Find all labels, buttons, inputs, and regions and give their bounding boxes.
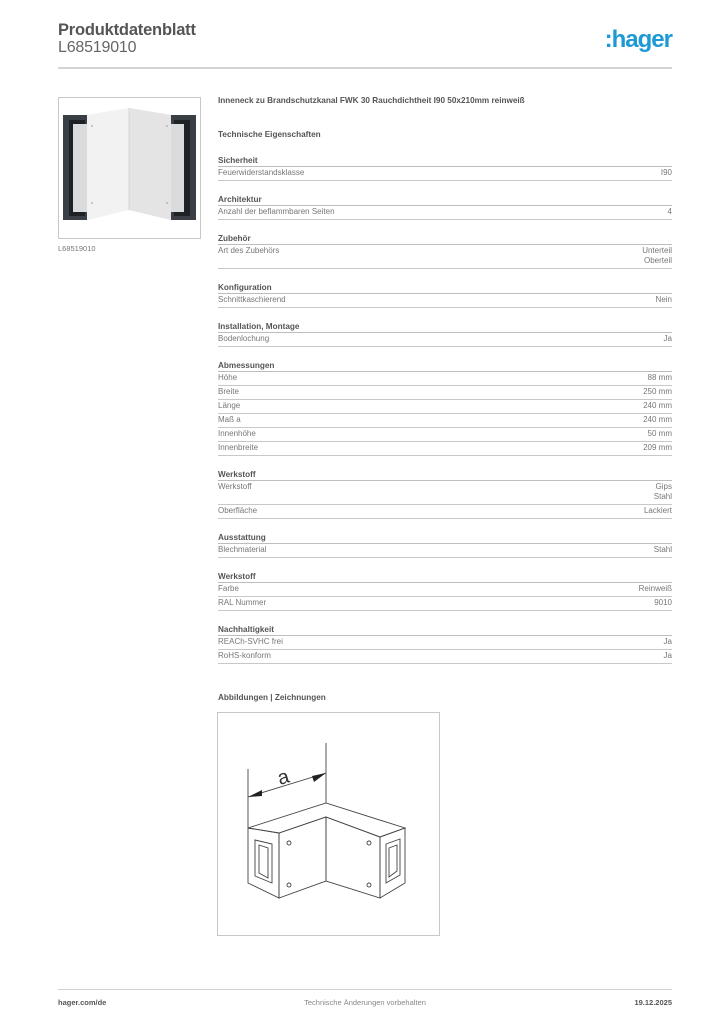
property-value: [661, 168, 672, 178]
property-group: [218, 155, 672, 181]
property-row: [218, 583, 672, 597]
property-value-line: Unterteil: [642, 246, 672, 255]
property-group-title: Werkstoff: [218, 469, 672, 481]
property-row: [218, 481, 672, 505]
property-label: Höhe: [218, 373, 238, 382]
product-name: Inneneck zu Brandschutzkanal FWK 30 Rauchdichtheit I90 50x210mm reinweiß: [218, 96, 525, 105]
property-value: [639, 584, 672, 594]
property-group: [218, 532, 672, 558]
property-value-line: 250 mm: [643, 387, 672, 396]
property-value-line: I90: [660, 168, 672, 177]
property-label: Werkstoff: [218, 482, 252, 491]
property-value-line: 88 mm: [647, 373, 672, 382]
property-value: [668, 207, 672, 217]
property-label: Innenbreite: [218, 443, 259, 452]
property-value-line: 240 mm: [643, 401, 672, 410]
property-label: Länge: [218, 401, 241, 410]
footer-date: 19.12.2025: [634, 998, 672, 1007]
document-title: Produktdatenblatt: [58, 21, 196, 39]
property-group-title: Abmessungen: [218, 360, 672, 372]
property-label: Feuerwiderstandsklasse: [218, 168, 305, 177]
product-id: L68519010: [58, 39, 137, 56]
property-value: [648, 373, 672, 383]
property-value-line: Ja: [663, 334, 672, 343]
property-value-line: Nein: [655, 295, 672, 304]
property-group: [218, 233, 672, 269]
property-value: [654, 545, 672, 555]
property-label: Farbe: [218, 584, 239, 593]
property-value-line: 9010: [654, 598, 672, 607]
drawings-title: Abbildungen | Zeichnungen: [218, 693, 326, 702]
property-group-title: Nachhaltigkeit: [218, 624, 672, 636]
property-value-line: Ja: [663, 637, 672, 646]
property-group-title: Sicherheit: [218, 155, 672, 167]
property-group: [218, 360, 672, 456]
property-value-line: 50 mm: [647, 429, 672, 438]
property-groups: [218, 155, 672, 664]
property-value: [643, 387, 672, 397]
website-link[interactable]: hager.com/de: [58, 998, 107, 1007]
property-value-line: Stahl: [653, 545, 672, 554]
product-image-caption: L68519010: [58, 244, 96, 253]
property-label: Oberfläche: [218, 506, 258, 515]
hager-logo: :hager: [604, 26, 672, 53]
property-group-title: Konfiguration: [218, 282, 672, 294]
property-value: [664, 334, 672, 344]
property-value-line: Stahl: [653, 492, 672, 501]
property-value-line: Ja: [663, 651, 672, 660]
page-footer: [58, 989, 672, 1007]
property-group: [218, 571, 672, 611]
property-value: [648, 429, 672, 439]
property-label: Innenhöhe: [218, 429, 256, 438]
property-group-title: Architektur: [218, 194, 672, 206]
property-label: RAL Nummer: [218, 598, 267, 607]
property-group: [218, 321, 672, 347]
property-value: [654, 482, 672, 502]
property-row: [218, 386, 672, 400]
property-row: [218, 333, 672, 347]
property-value-line: Oberteil: [643, 256, 672, 265]
property-label: Art des Zubehörs: [218, 246, 280, 255]
product-details: [218, 96, 672, 664]
property-value: [664, 651, 672, 661]
property-group-title: Zubehör: [218, 233, 672, 245]
property-row: [218, 294, 672, 308]
property-row: [218, 245, 672, 269]
svg-text:a: a: [275, 765, 292, 790]
property-row: [218, 400, 672, 414]
property-label: Bodenlochung: [218, 334, 270, 343]
property-row: [218, 428, 672, 442]
property-group: [218, 624, 672, 664]
property-label: RoHS-konform: [218, 651, 271, 660]
property-label: Blechmaterial: [218, 545, 267, 554]
property-group-title: Werkstoff: [218, 571, 672, 583]
property-value: [654, 598, 672, 608]
property-value-line: Gips: [655, 482, 672, 491]
property-value-line: 209 mm: [643, 443, 672, 452]
property-row: [218, 597, 672, 611]
property-value-line: Lackiert: [643, 506, 672, 515]
property-row: [218, 505, 672, 519]
property-row: [218, 167, 672, 181]
property-value-line: 240 mm: [643, 415, 672, 424]
property-value: [664, 637, 672, 647]
footer-notice: Technische Änderungen vorbehalten: [304, 998, 426, 1007]
product-photo: [58, 97, 201, 239]
property-row: [218, 372, 672, 386]
property-label: Schnittkaschierend: [218, 295, 286, 304]
technical-drawing: [217, 712, 440, 936]
property-group-title: Ausstattung: [218, 532, 672, 544]
property-row: [218, 544, 672, 558]
property-value-line: Reinweiß: [638, 584, 672, 593]
property-value: [642, 246, 672, 266]
inner-corner-drawing-icon: [218, 713, 439, 935]
property-value: [656, 295, 672, 305]
property-value: [643, 415, 672, 425]
property-label: REACh-SVHC frei: [218, 637, 283, 646]
property-row: [218, 442, 672, 456]
property-value: [643, 401, 672, 411]
property-group-title: Installation, Montage: [218, 321, 672, 333]
property-value: [644, 506, 672, 516]
property-label: Anzahl der beflammbaren Seiten: [218, 207, 335, 216]
property-group: [218, 282, 672, 308]
property-value-line: 4: [667, 207, 672, 216]
property-value: [643, 443, 672, 453]
property-row: [218, 414, 672, 428]
page-header: [58, 20, 672, 69]
product-photo-icon: [59, 98, 200, 238]
property-group: [218, 194, 672, 220]
technical-properties-title: Technische Eigenschaften: [218, 130, 321, 139]
property-row: [218, 206, 672, 220]
property-row: [218, 650, 672, 664]
property-label: Breite: [218, 387, 239, 396]
property-row: [218, 636, 672, 650]
property-label: Maß a: [218, 415, 241, 424]
property-group: [218, 469, 672, 519]
